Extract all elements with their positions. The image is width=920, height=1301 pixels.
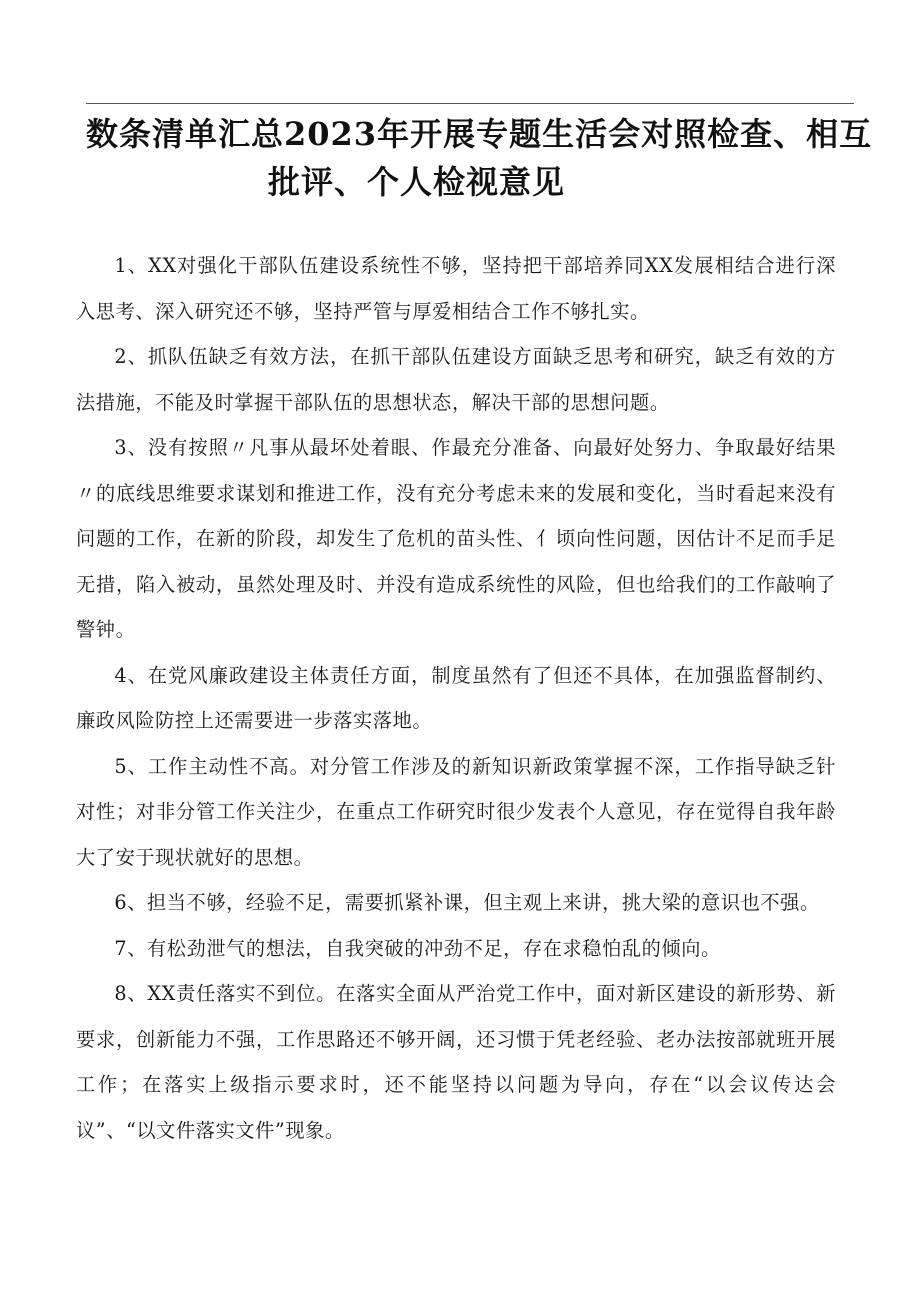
document-title-line-2: 批评、个人检视意见: [268, 163, 566, 201]
paragraph-1: 1、XX对强化干部队伍建设系统性不够，坚持把干部培养同XX发展相结合进行深入思考、深入研究还不够，坚持严管与厚爱相结合工作不够扎实。: [76, 254, 836, 323]
paragraph-4: 4、在党风廉政建设主体责任方面，制度虽然有了但还不具体，在加强监督制约、廉政风险防控上还需要进一步落实落地。: [76, 663, 836, 732]
paragraph-2: 2、抓队伍缺乏有效方法，在抓干部队伍建设方面缺乏思考和研究，缺乏有效的方法措施，不能及时掌握干部队伍的思想状态，解决干部的思想问题。: [76, 345, 836, 414]
document-body: [76, 243, 836, 1153]
document-title: [86, 110, 873, 206]
document-title-line-1: 数条清单汇总2023年开展专题生活会对照检查、相互: [86, 115, 873, 153]
header-rule: [86, 103, 854, 104]
paragraph-3: 3、没有按照〃凡事从最坏处着眼、作最充分准备、向最好处努力、争取最好结果〃的底线思维要求谋划和推进工作，没有充分考虑未来的发展和变化，当时看起来没有问题的工作，在新的阶段，却发生了危机的苗头性、亻顷向性问题，因估计不足而手足无措，陷入被动，虽然处理及时、并没有造成系统性的风险，但也给我们的工作敲响了警钟。: [76, 436, 836, 641]
paragraph-6: 6、担当不够，经验不足，需要抓紧补课，但主观上来讲，挑大梁的意识也不强。: [114, 891, 820, 914]
paragraph-7: 7、有松劲泄气的想法，自我突破的冲劲不足，存在求稳怕乱的倾向。: [114, 936, 721, 960]
paragraph-5: 5、工作主动性不高。对分管工作涉及的新知识新政策掌握不深，工作指导缺乏针对性；对非分管工作关注少，在重点工作研究时很少发表个人意见，存在觉得自我年龄大了安于现状就好的思想。: [76, 754, 836, 869]
paragraph-8: 8、XX责任落实不到位。在落实全面从严治党工作中，面对新区建设的新形势、新要求，创新能力不强，工作思路还不够开阔，还习惯于凭老经验、老办法按部就班开展工作；在落实上级指示要求时，还不能坚持以问题为导向，存在“以会议传达会议”、“以文件落实文件”现象。: [76, 982, 836, 1142]
